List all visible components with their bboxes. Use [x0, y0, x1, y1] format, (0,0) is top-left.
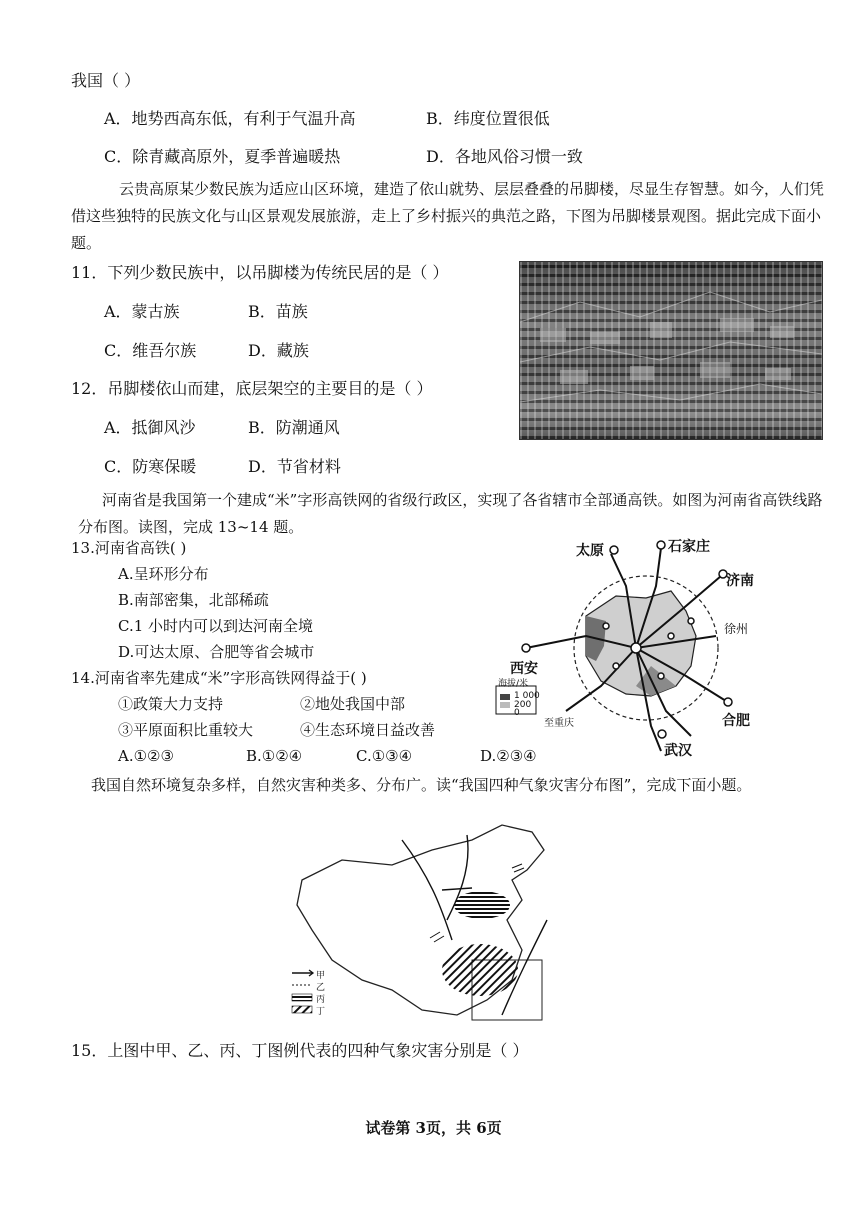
q11-option-b[interactable]: B．苗族	[248, 302, 308, 321]
q13-option-b[interactable]: B.南部密集，北部稀疏	[118, 591, 269, 609]
q14-item-3: ③平原面积比重较大	[118, 721, 254, 739]
q11-option-d[interactable]: D．藏族	[248, 341, 309, 360]
q12-stem: 12．吊脚楼依山而建，底层架空的主要目的是（ ）	[71, 379, 433, 398]
city-xian: 西安	[510, 661, 538, 677]
q14-item-2: ②地处我国中部	[300, 695, 406, 713]
q12-option-d[interactable]: D．节省材料	[248, 457, 341, 476]
route-to-chongqing: 至重庆	[544, 718, 574, 729]
q10-stem-tail: 我国（ ）	[71, 71, 141, 90]
city-xuzhou: 徐州	[724, 622, 749, 636]
q10-option-b[interactable]: B．纬度位置很低	[426, 109, 550, 128]
china-disaster-map-svg	[282, 820, 602, 1030]
city-taiyuan: 太原	[576, 543, 604, 559]
map1-legend-200: 200	[514, 700, 532, 710]
q12-option-b[interactable]: B．防潮通风	[248, 418, 340, 437]
q14-item-1: ①政策大力支持	[118, 695, 224, 713]
city-wuhan: 武汉	[664, 743, 692, 759]
passage-stilt-houses: 云贵高原某少数民族为适应山区环境，建造了依山就势、层层叠叠的吊脚楼，尽显生存智慧。如今，人们凭借这些独特的民族文化与山区景观发展旅游，走上了乡村振兴的典范之路，下图为吊脚楼景观图。据此完成下面小题。	[71, 180, 825, 252]
henan-rail-map	[486, 536, 776, 772]
q14-item-4: ④生态环境日益改善	[300, 721, 436, 739]
q13-option-d[interactable]: D.可达太原、合肥等省会城市	[118, 643, 315, 661]
map2-legend-yi: 乙	[316, 983, 326, 993]
q11-stem: 11．下列少数民族中，以吊脚楼为传统民居的是（ ）	[71, 263, 449, 282]
map2-legend-jia: 甲	[316, 971, 326, 981]
stilt-house-photo	[519, 261, 823, 440]
q11-option-c[interactable]: C．维吾尔族	[104, 341, 197, 360]
q11-option-a[interactable]: A．蒙古族	[104, 302, 180, 321]
map1-legend-0: 0	[514, 708, 520, 718]
q14-option-b[interactable]: B.①②④	[246, 747, 303, 765]
q14-option-d[interactable]: D.②③④	[480, 747, 537, 765]
q14-option-c[interactable]: C.①③④	[356, 747, 413, 765]
passage-disasters: 我国自然环境复杂多样，自然灾害种类多、分布广。读“我国四种气象灾害分布图”，完成下面小题。	[91, 776, 752, 794]
map2-legend-bing: 丙	[316, 995, 326, 1005]
q13-option-a[interactable]: A.呈环形分布	[118, 565, 209, 583]
city-hefei: 合肥	[722, 713, 750, 729]
city-shijiazhuang: 石家庄	[668, 539, 710, 555]
q14-stem: 14.河南省率先建成“米”字形高铁网得益于( )	[71, 669, 367, 687]
q12-option-a[interactable]: A．抵御风沙	[104, 418, 196, 437]
q10-option-a[interactable]: A．地势西高东低，有利于气温升高	[104, 109, 356, 128]
map2-legend-ding: 丁	[316, 1007, 326, 1017]
q13-stem: 13.河南省高铁( )	[71, 539, 187, 557]
passage-henan-rail: 河南省是我国第一个建成“米”字形高铁网的省级行政区，实现了各省辖市全部通高铁。如图为河南省高铁线路分布图。读图，完成 13~14 题。	[78, 491, 823, 536]
q10-option-d[interactable]: D．各地风俗习惯一致	[426, 147, 583, 166]
china-disaster-map	[282, 820, 602, 1030]
q10-option-c[interactable]: C．除青藏高原外，夏季普遍暖热	[104, 147, 341, 166]
page-footer: 试卷第 3页，共 6页	[365, 1119, 502, 1137]
q13-option-c[interactable]: C.1 小时内可以到达河南全境	[118, 617, 314, 635]
q14-option-a[interactable]: A.①②③	[118, 747, 174, 765]
map1-legend-1000: 1 000	[514, 691, 540, 701]
stilt-house-photo-detail	[520, 262, 822, 439]
city-jinan: 济南	[726, 573, 754, 589]
map1-legend-title: 海拔/米	[498, 679, 529, 689]
q12-option-c[interactable]: C．防寒保暖	[104, 457, 197, 476]
q15-stem: 15．上图中甲、乙、丙、丁图例代表的四种气象灾害分别是（ ）	[71, 1041, 529, 1060]
